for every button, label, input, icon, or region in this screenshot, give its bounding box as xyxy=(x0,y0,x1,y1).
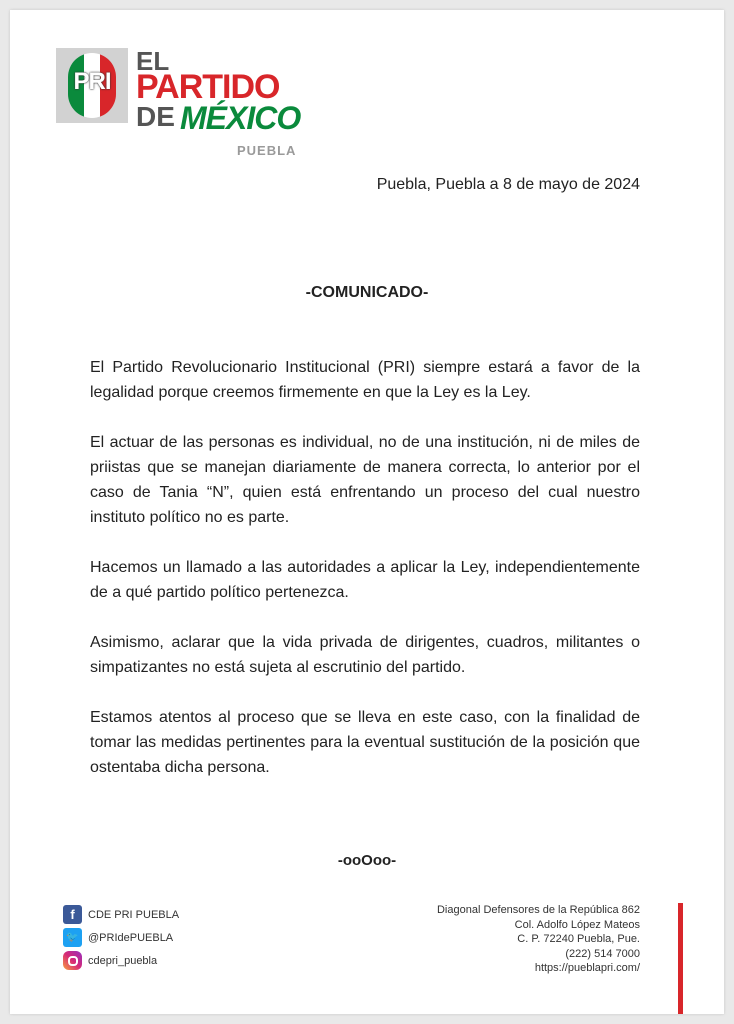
pri-emblem xyxy=(56,48,128,123)
address-block xyxy=(437,903,640,976)
logo-mexico: MÉXICO xyxy=(180,100,301,136)
address-street: Diagonal Defensores de la República 862 xyxy=(436,904,640,916)
paragraph: Asimismo, aclarar que la vida privada de dirigentes, cuadros, militantes o simpatizantes no está sujeta al escrutinio del partido. xyxy=(90,634,640,676)
paragraph: El actuar de las personas es individual, no de una institución, ni de miles de priistas que se manejan diariamente de manera correcta, lo anterior por el caso de Tania “N”, quien está enfrentando un proceso del cual nuestro instituto político no es parte. xyxy=(90,434,640,526)
document-page xyxy=(10,10,724,1014)
red-accent-bar xyxy=(678,903,683,1014)
document-body xyxy=(90,355,640,805)
social-label: @PRIdePUEBLA xyxy=(88,931,174,944)
twitter-icon: 🐦 xyxy=(63,928,82,947)
logo-partido: PARTIDO xyxy=(136,68,280,106)
address-website[interactable]: https://pueblapri.com/ xyxy=(534,962,640,974)
social-label: CDE PRI PUEBLA xyxy=(88,908,180,921)
social-label: cdepri_puebla xyxy=(88,954,158,967)
closing-separator: -ooOoo- xyxy=(337,852,397,869)
address-postal: C. P. 72240 Puebla, Pue. xyxy=(517,933,640,945)
paragraph: El Partido Revolucionario Institucional (PRI) siempre estará a favor de la legalidad porque creemos firmemente en que la Ley es la Ley. xyxy=(90,359,640,401)
document-title: -COMUNICADO- xyxy=(305,284,429,301)
logo-el: EL xyxy=(136,46,170,76)
logo-de: DE xyxy=(136,101,175,132)
pri-emblem-letters: PRI xyxy=(73,68,111,95)
social-facebook[interactable] xyxy=(63,903,179,926)
paragraph: Hacemos un llamado a las autoridades a aplicar la Ley, independientemente de a qué partido político pertenezca. xyxy=(90,559,640,601)
document-date: Puebla, Puebla a 8 de mayo de 2024 xyxy=(376,176,640,193)
instagram-icon xyxy=(63,951,82,970)
address-colony: Col. Adolfo López Mateos xyxy=(514,918,640,931)
paragraph: Estamos atentos al proceso que se lleva en este caso, con la finalidad de tomar las medidas pertinentes para la eventual sustitución de la posición que ostentaba dicha persona. xyxy=(90,709,640,776)
address-phone: (222) 514 7000 xyxy=(565,947,640,960)
logo-puebla: PUEBLA xyxy=(237,143,297,158)
pri-logo xyxy=(56,48,316,163)
social-links xyxy=(63,903,179,972)
social-instagram[interactable] xyxy=(63,949,179,972)
social-twitter[interactable] xyxy=(63,926,179,949)
facebook-icon: f xyxy=(63,905,82,924)
